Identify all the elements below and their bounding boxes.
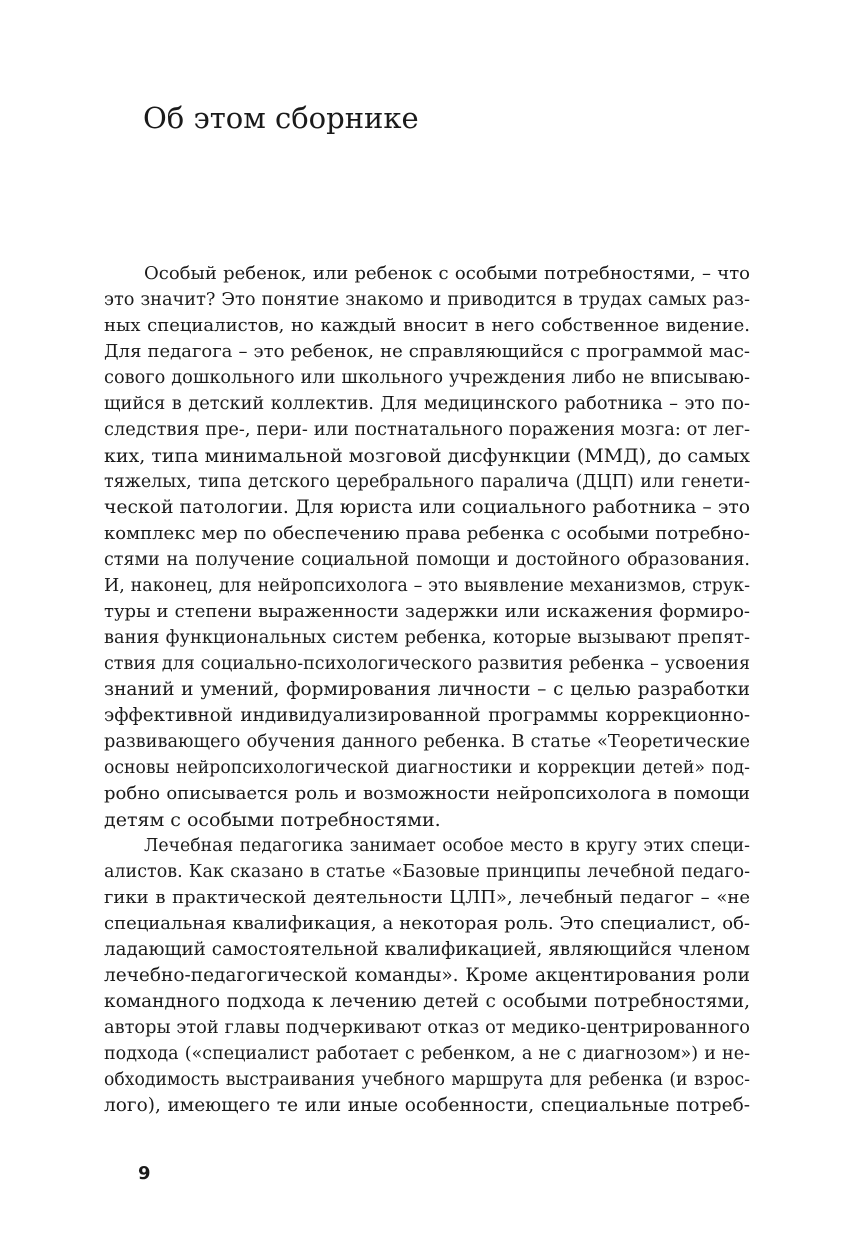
text-line: знаний и умений, формирования личности – с целью разработки	[104, 679, 750, 700]
text-line: подхода («специалист работает с ребенком, а не с диагнозом») и не-	[104, 1044, 750, 1064]
text-line: алистов. Как сказано в статье «Базовые принципы лечебной педаго-	[104, 862, 750, 882]
text-line: И, наконец, для нейропсихолога – это выявление механизмов, струк-	[104, 576, 750, 596]
text-line: основы нейропсихологической диагностики и коррекции детей» под-	[104, 758, 750, 778]
text-line: гики в практической деятельности ЦЛП», лечебный педагог – «не	[104, 887, 750, 908]
text-line: развивающего обучения данного ребенка. В статье «Теоретические	[104, 732, 750, 752]
text-line: командного подхода к лечению детей с особыми потребностями,	[104, 991, 750, 1012]
text-line: ствия для социально-психологического развития ребенка – усвоения	[104, 654, 750, 674]
text-line: комплекс мер по обеспечению права ребенка с особыми потребно-	[104, 523, 750, 544]
page-number: 9	[138, 1163, 151, 1184]
text-line: авторы этой главы подчеркивают отказ от медико-центрированного	[104, 1018, 750, 1038]
text-line: робно описывается роль и возможности нейропсихолога в помощи	[104, 783, 750, 804]
text-line: это значит? Это понятие знакомо и приводится в трудах самых раз-	[104, 290, 750, 310]
text-line: туры и степени выраженности задержки или искажения формиро-	[104, 601, 750, 622]
text-line: обходимость выстраивания учебного маршрута для ребенка (и взрос-	[104, 1070, 750, 1090]
text-line: Для педагога – это ребенок, не справляющийся с программой мас-	[104, 341, 750, 362]
text-line: вания функциональных систем ребенка, которые вызывают препят-	[104, 628, 750, 648]
text-line: ких, типа минимальной мозговой дисфункции (ММД), до самых	[104, 445, 750, 467]
text-line: щийся в детский коллектив. Для медицинского работника – это по-	[104, 394, 750, 414]
text-line: ладающий самостоятельной квалификацией, являющийся членом	[104, 939, 750, 960]
text-line: лого), имеющего те или иные особенности, специальные потреб-	[104, 1095, 750, 1116]
text-line: специальная квалификация, а некоторая роль. Это специалист, об-	[104, 913, 750, 934]
text-line: лечебно-педагогической команды». Кроме акцентирования роли	[104, 965, 750, 986]
chapter-title: Об этом сборнике	[143, 101, 419, 135]
text-line: эффективной индивидуализированной программы коррекционно-	[104, 705, 750, 726]
text-line: ных специалистов, но каждый вносит в него собственное видение.	[104, 315, 750, 336]
text-line: тяжелых, типа детского церебрального паралича (ДЦП) или генети-	[104, 472, 750, 492]
text-line: детям с особыми потребностями.	[104, 809, 441, 831]
text-line: следствия пре-, пери- или постнатального поражения мозга: от лег-	[104, 420, 750, 440]
body-text	[104, 261, 750, 1119]
text-line: Особый ребенок, или ребенок с особыми потребностями, – что	[144, 263, 750, 284]
text-line: ческой патологии. Для юриста или социального работника – это	[104, 497, 750, 518]
text-line: стями на получение социальной помощи и достойного образования.	[104, 550, 750, 570]
text-line: сового дошкольного или школьного учреждения либо не вписываю-	[104, 368, 750, 388]
text-line: Лечебная педагогика занимает особое место в кругу этих специ-	[144, 836, 750, 856]
